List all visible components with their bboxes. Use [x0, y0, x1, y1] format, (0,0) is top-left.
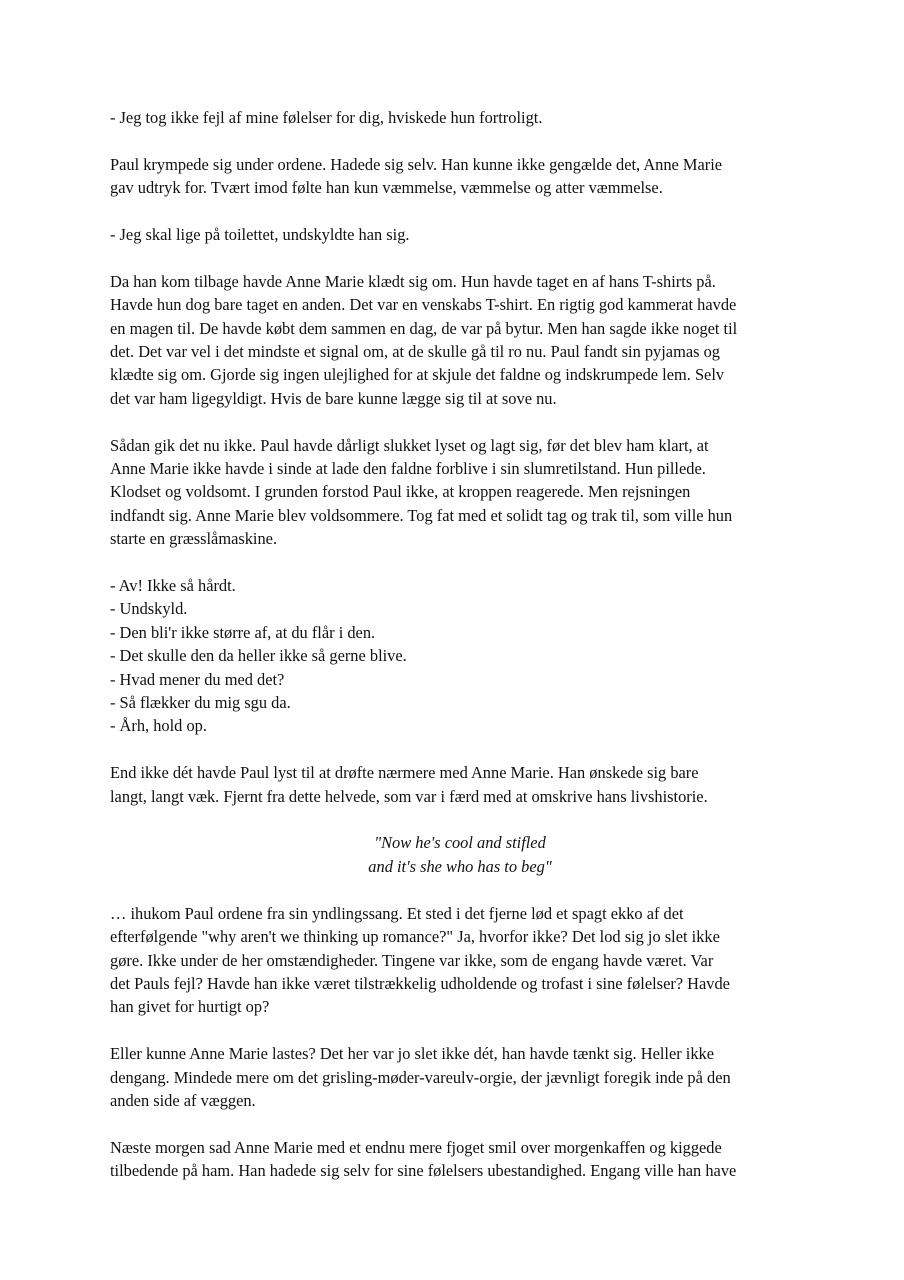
- paragraph-naeste-morgen: [110, 1136, 810, 1183]
- text-line: Paul krympede sig under ordene. Hadede sig selv. Han kunne ikke gengælde det, Anne Marie: [110, 154, 723, 174]
- paragraph-eller-kunne: [110, 1042, 810, 1112]
- text-line: gøre. Ikke under de her omstændigheder. Tingene var ikke, som de engang havde været. Var: [110, 950, 714, 970]
- document-page: [110, 106, 810, 1206]
- text-line: Sådan gik det nu ikke. Paul havde dårligt slukket lyset og lagt sig, før det blev ham klart, at: [110, 435, 709, 455]
- text-line: … ihukom Paul ordene fra sin yndlingssang. Et sted i det fjerne lød et spagt ekko af det: [110, 903, 684, 923]
- text-line: End ikke dét havde Paul lyst til at drøfte nærmere med Anne Marie. Han ønskede sig bare: [110, 763, 699, 783]
- text-line: det Pauls fejl? Havde han ikke været tilstrækkelig udholdende og trofast i sine følelser? Havde: [110, 973, 730, 993]
- text-line: indfandt sig. Anne Marie blev voldsommere. Tog fat med et solidt tag og trak til, som ville hun: [110, 505, 733, 525]
- text-line: anden side af væggen.: [110, 1090, 256, 1110]
- text-line: Havde hun dog bare taget en anden. Det var en venskabs T-shirt. En rigtig god kammerat havde: [110, 295, 737, 315]
- text-line: efterfølgende "why aren't we thinking up romance?" Ja, hvorfor ikke? Det lod sig jo slet ikke: [110, 927, 720, 947]
- text-line: - Jeg tog ikke fejl af mine følelser for dig, hviskede hun fortroligt.: [110, 108, 543, 127]
- quote-line: and it's she who has to beg": [368, 856, 552, 876]
- text-line: dengang. Mindede mere om det grisling-møder-vareulv-orgie, der jævnligt foregik inde på den: [110, 1067, 731, 1087]
- text-line: Næste morgen sad Anne Marie med et endnu mere fjoget smil over morgenkaffen og kiggede: [110, 1137, 722, 1157]
- text-line: Klodset og voldsomt. I grunden forstod Paul ikke, at kroppen reagerede. Men rejsningen: [110, 482, 691, 502]
- text-line: det. Det var vel i det mindste et signal om, at de skulle gå til ro nu. Paul fandt sin pyjamas og: [110, 342, 720, 362]
- dialogue-line: - Av! Ikke så hårdt.: [110, 576, 236, 596]
- text-line: langt, langt væk. Fjernt fra dette helvede, som var i færd med at omskrive hans livshistorie.: [110, 786, 708, 806]
- text-line: Eller kunne Anne Marie lastes? Det her var jo slet ikke dét, han havde tænkt sig. Heller ikke: [110, 1044, 714, 1064]
- text-line: Anne Marie ikke havde i sinde at lade den faldne forblive i sin slumretilstand. Hun pillede.: [110, 459, 706, 479]
- dialogue-line: - Den bli'r ikke større af, at du flår i den.: [110, 622, 376, 642]
- dialogue-line: - Det skulle den da heller ikke så gerne blive.: [110, 646, 407, 666]
- text-line: gav udtryk for. Tvært imod følte han kun væmmelse, væmmelse og atter væmmelse.: [110, 178, 663, 198]
- paragraph-saadan-gik: [110, 434, 810, 551]
- dialogue-line: - Så flækker du mig sgu da.: [110, 693, 291, 713]
- text-line: han givet for hurtigt op?: [110, 997, 270, 1017]
- dialogue-block: [110, 574, 810, 738]
- dialogue-line: - Undskyld.: [110, 599, 188, 619]
- text-line: det var ham ligegyldigt. Hvis de bare kunne lægge sig til at sove nu.: [110, 388, 557, 408]
- paragraph-toilet: [110, 223, 810, 246]
- song-quote: [110, 831, 810, 878]
- paragraph-ihukom: [110, 902, 810, 1019]
- text-line: Da han kom tilbage havde Anne Marie klædt sig om. Hun havde taget en af hans T-shirts på.: [110, 271, 716, 291]
- text-line: starte en græsslåmaskine.: [110, 529, 278, 549]
- text-line: tilbedende på ham. Han hadede sig selv for sine følelsers ubestandighed. Engang ville han have: [110, 1161, 737, 1181]
- paragraph-whisper: [110, 106, 810, 129]
- paragraph-end-ikke-det: [110, 761, 810, 808]
- dialogue-line: - Årh, hold op.: [110, 716, 207, 736]
- text-line: - Jeg skal lige på toilettet, undskyldte han sig.: [110, 225, 410, 244]
- paragraph-paul-krympede: [110, 153, 810, 200]
- text-line: en magen til. De havde købt dem sammen en dag, de var på bytur. Men han sagde ikke noget til: [110, 318, 738, 338]
- quote-line: "Now he's cool and stifled: [374, 833, 546, 853]
- text-line: klædte sig om. Gjorde sig ingen ulejlighed for at skjule det faldne og indskrumpede lem. Selv: [110, 365, 725, 385]
- dialogue-line: - Hvad mener du med det?: [110, 669, 285, 689]
- paragraph-t-shirt: [110, 270, 810, 410]
